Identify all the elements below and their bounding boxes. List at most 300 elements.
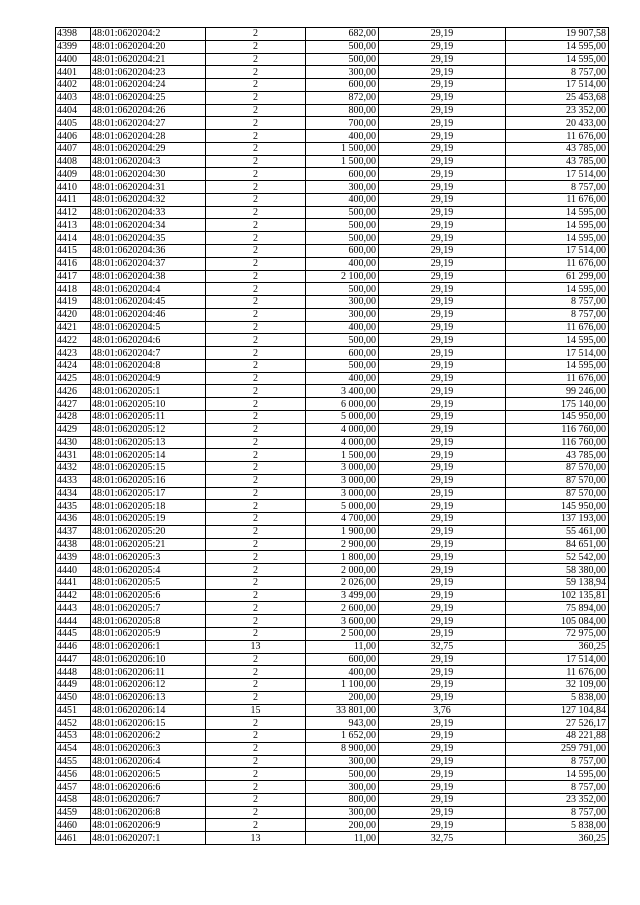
row-number-cell: 4415 [56, 245, 91, 258]
area-cell: 3 499,00 [306, 589, 379, 602]
category-cell: 2 [206, 564, 306, 577]
cadastral-number-cell: 48:01:0620206:11 [91, 666, 206, 679]
table-row [56, 91, 609, 104]
cadastral-number-cell: 48:01:0620204:7 [91, 347, 206, 360]
category-cell: 2 [206, 257, 306, 270]
table-body [56, 28, 609, 845]
row-number-cell: 4436 [56, 513, 91, 526]
value-cell: 87 570,00 [506, 474, 609, 487]
table-row [56, 53, 609, 66]
area-cell: 1 500,00 [306, 449, 379, 462]
area-cell: 500,00 [306, 53, 379, 66]
table-row [56, 66, 609, 79]
category-cell: 2 [206, 576, 306, 589]
row-number-cell: 4411 [56, 193, 91, 206]
row-number-cell: 4446 [56, 640, 91, 653]
value-cell: 11 676,00 [506, 666, 609, 679]
category-cell: 2 [206, 53, 306, 66]
row-number-cell: 4445 [56, 627, 91, 640]
value-cell: 58 380,00 [506, 564, 609, 577]
category-cell: 2 [206, 245, 306, 258]
category-cell: 2 [206, 206, 306, 219]
area-cell: 500,00 [306, 206, 379, 219]
cadastral-number-cell: 48:01:0620206:15 [91, 717, 206, 730]
rate-cell: 29,19 [379, 206, 506, 219]
table-row [56, 832, 609, 845]
rate-cell: 29,19 [379, 602, 506, 615]
category-cell: 2 [206, 168, 306, 181]
area-cell: 700,00 [306, 117, 379, 130]
rate-cell: 3,76 [379, 704, 506, 717]
table-row [56, 602, 609, 615]
table-row [56, 653, 609, 666]
area-cell: 682,00 [306, 28, 379, 41]
table-row [56, 589, 609, 602]
row-number-cell: 4426 [56, 385, 91, 398]
table-row [56, 564, 609, 577]
value-cell: 8 757,00 [506, 296, 609, 309]
row-number-cell: 4460 [56, 819, 91, 832]
area-cell: 300,00 [306, 181, 379, 194]
area-cell: 600,00 [306, 347, 379, 360]
area-cell: 400,00 [306, 321, 379, 334]
value-cell: 14 595,00 [506, 334, 609, 347]
area-cell: 600,00 [306, 79, 379, 92]
table-row [56, 819, 609, 832]
row-number-cell: 4409 [56, 168, 91, 181]
row-number-cell: 4440 [56, 564, 91, 577]
cadastral-number-cell: 48:01:0620205:12 [91, 423, 206, 436]
cadastral-number-cell: 48:01:0620206:6 [91, 781, 206, 794]
rate-cell: 29,19 [379, 449, 506, 462]
row-number-cell: 4407 [56, 142, 91, 155]
table-row [56, 270, 609, 283]
table-row [56, 28, 609, 41]
table-row [56, 793, 609, 806]
row-number-cell: 4451 [56, 704, 91, 717]
category-cell: 2 [206, 691, 306, 704]
category-cell: 2 [206, 679, 306, 692]
value-cell: 360,25 [506, 640, 609, 653]
table-row [56, 500, 609, 513]
area-cell: 2 600,00 [306, 602, 379, 615]
value-cell: 48 221,88 [506, 730, 609, 743]
rate-cell: 29,19 [379, 525, 506, 538]
rate-cell: 29,19 [379, 53, 506, 66]
cadastral-number-cell: 48:01:0620204:2 [91, 28, 206, 41]
rate-cell: 29,19 [379, 768, 506, 781]
table-row [56, 449, 609, 462]
value-cell: 14 595,00 [506, 359, 609, 372]
row-number-cell: 4435 [56, 500, 91, 513]
row-number-cell: 4401 [56, 66, 91, 79]
cadastral-number-cell: 48:01:0620205:20 [91, 525, 206, 538]
category-cell: 2 [206, 717, 306, 730]
area-cell: 11,00 [306, 640, 379, 653]
category-cell: 2 [206, 781, 306, 794]
rate-cell: 29,19 [379, 347, 506, 360]
rate-cell: 32,75 [379, 640, 506, 653]
area-cell: 2 100,00 [306, 270, 379, 283]
value-cell: 72 975,00 [506, 627, 609, 640]
table-row [56, 627, 609, 640]
category-cell: 2 [206, 615, 306, 628]
area-cell: 2 026,00 [306, 576, 379, 589]
area-cell: 2 500,00 [306, 627, 379, 640]
row-number-cell: 4459 [56, 806, 91, 819]
rate-cell: 29,19 [379, 385, 506, 398]
rate-cell: 29,19 [379, 462, 506, 475]
cadastral-number-cell: 48:01:0620204:3 [91, 155, 206, 168]
cadastral-number-cell: 48:01:0620205:6 [91, 589, 206, 602]
value-cell: 259 791,00 [506, 742, 609, 755]
table-row [56, 423, 609, 436]
value-cell: 32 109,00 [506, 679, 609, 692]
rate-cell: 29,19 [379, 551, 506, 564]
category-cell: 2 [206, 270, 306, 283]
row-number-cell: 4419 [56, 296, 91, 309]
rate-cell: 29,19 [379, 474, 506, 487]
category-cell: 2 [206, 91, 306, 104]
rate-cell: 29,19 [379, 513, 506, 526]
area-cell: 11,00 [306, 832, 379, 845]
table-row [56, 257, 609, 270]
value-cell: 8 757,00 [506, 66, 609, 79]
cadastral-number-cell: 48:01:0620205:14 [91, 449, 206, 462]
cadastral-number-cell: 48:01:0620205:9 [91, 627, 206, 640]
area-cell: 500,00 [306, 359, 379, 372]
category-cell: 13 [206, 640, 306, 653]
rate-cell: 29,19 [379, 755, 506, 768]
cadastral-number-cell: 48:01:0620205:8 [91, 615, 206, 628]
cadastral-number-cell: 48:01:0620205:1 [91, 385, 206, 398]
category-cell: 2 [206, 142, 306, 155]
category-cell: 2 [206, 219, 306, 232]
rate-cell: 29,19 [379, 576, 506, 589]
value-cell: 8 757,00 [506, 755, 609, 768]
value-cell: 8 757,00 [506, 806, 609, 819]
category-cell: 2 [206, 819, 306, 832]
rate-cell: 29,19 [379, 270, 506, 283]
cadastral-number-cell: 48:01:0620206:12 [91, 679, 206, 692]
value-cell: 5 838,00 [506, 819, 609, 832]
cadastral-number-cell: 48:01:0620204:36 [91, 245, 206, 258]
category-cell: 2 [206, 79, 306, 92]
table-row [56, 142, 609, 155]
area-cell: 3 000,00 [306, 487, 379, 500]
value-cell: 84 651,00 [506, 538, 609, 551]
row-number-cell: 4418 [56, 283, 91, 296]
value-cell: 43 785,00 [506, 142, 609, 155]
value-cell: 23 352,00 [506, 104, 609, 117]
table-row [56, 168, 609, 181]
table-row [56, 513, 609, 526]
row-number-cell: 4422 [56, 334, 91, 347]
area-cell: 200,00 [306, 691, 379, 704]
area-cell: 1 500,00 [306, 142, 379, 155]
rate-cell: 29,19 [379, 130, 506, 143]
value-cell: 127 104,84 [506, 704, 609, 717]
category-cell: 2 [206, 334, 306, 347]
category-cell: 2 [206, 513, 306, 526]
category-cell: 2 [206, 117, 306, 130]
row-number-cell: 4429 [56, 423, 91, 436]
value-cell: 27 526,17 [506, 717, 609, 730]
rate-cell: 29,19 [379, 28, 506, 41]
area-cell: 2 900,00 [306, 538, 379, 551]
value-cell: 61 299,00 [506, 270, 609, 283]
table-row [56, 666, 609, 679]
table-row [56, 334, 609, 347]
category-cell: 2 [206, 500, 306, 513]
table-row [56, 245, 609, 258]
area-cell: 4 000,00 [306, 436, 379, 449]
table-row [56, 79, 609, 92]
value-cell: 11 676,00 [506, 372, 609, 385]
row-number-cell: 4453 [56, 730, 91, 743]
rate-cell: 29,19 [379, 717, 506, 730]
row-number-cell: 4438 [56, 538, 91, 551]
value-cell: 360,25 [506, 832, 609, 845]
cadastral-number-cell: 48:01:0620204:29 [91, 142, 206, 155]
value-cell: 5 838,00 [506, 691, 609, 704]
row-number-cell: 4412 [56, 206, 91, 219]
cadastral-number-cell: 48:01:0620204:45 [91, 296, 206, 309]
value-cell: 14 595,00 [506, 53, 609, 66]
row-number-cell: 4430 [56, 436, 91, 449]
table-row [56, 155, 609, 168]
area-cell: 200,00 [306, 819, 379, 832]
value-cell: 17 514,00 [506, 653, 609, 666]
category-cell: 2 [206, 730, 306, 743]
row-number-cell: 4449 [56, 679, 91, 692]
rate-cell: 29,19 [379, 781, 506, 794]
table-row [56, 410, 609, 423]
cadastral-number-cell: 48:01:0620205:3 [91, 551, 206, 564]
area-cell: 300,00 [306, 755, 379, 768]
area-cell: 3 400,00 [306, 385, 379, 398]
category-cell: 2 [206, 385, 306, 398]
row-number-cell: 4458 [56, 793, 91, 806]
row-number-cell: 4405 [56, 117, 91, 130]
table-row [56, 768, 609, 781]
cadastral-number-cell: 48:01:0620204:32 [91, 193, 206, 206]
row-number-cell: 4434 [56, 487, 91, 500]
table-row [56, 742, 609, 755]
cadastral-number-cell: 48:01:0620205:5 [91, 576, 206, 589]
table-row [56, 755, 609, 768]
rate-cell: 29,19 [379, 142, 506, 155]
cadastral-number-cell: 48:01:0620207:1 [91, 832, 206, 845]
rate-cell: 29,19 [379, 487, 506, 500]
value-cell: 137 193,00 [506, 513, 609, 526]
area-cell: 500,00 [306, 219, 379, 232]
table-row [56, 104, 609, 117]
table-row [56, 436, 609, 449]
rate-cell: 29,19 [379, 691, 506, 704]
row-number-cell: 4431 [56, 449, 91, 462]
cadastral-number-cell: 48:01:0620204:4 [91, 283, 206, 296]
value-cell: 87 570,00 [506, 462, 609, 475]
cadastral-number-cell: 48:01:0620204:23 [91, 66, 206, 79]
area-cell: 500,00 [306, 40, 379, 53]
category-cell: 2 [206, 296, 306, 309]
area-cell: 400,00 [306, 193, 379, 206]
rate-cell: 29,19 [379, 245, 506, 258]
area-cell: 1 100,00 [306, 679, 379, 692]
cadastral-number-cell: 48:01:0620205:4 [91, 564, 206, 577]
cadastral-number-cell: 48:01:0620204:27 [91, 117, 206, 130]
row-number-cell: 4443 [56, 602, 91, 615]
value-cell: 87 570,00 [506, 487, 609, 500]
rate-cell: 29,19 [379, 117, 506, 130]
table-row [56, 576, 609, 589]
area-cell: 300,00 [306, 66, 379, 79]
category-cell: 2 [206, 423, 306, 436]
table-row [56, 806, 609, 819]
row-number-cell: 4428 [56, 410, 91, 423]
category-cell: 2 [206, 742, 306, 755]
row-number-cell: 4437 [56, 525, 91, 538]
row-number-cell: 4461 [56, 832, 91, 845]
value-cell: 145 950,00 [506, 500, 609, 513]
table-row [56, 730, 609, 743]
category-cell: 2 [206, 130, 306, 143]
category-cell: 2 [206, 347, 306, 360]
table-row [56, 538, 609, 551]
cadastral-number-cell: 48:01:0620205:16 [91, 474, 206, 487]
value-cell: 116 760,00 [506, 436, 609, 449]
cadastral-number-cell: 48:01:0620204:37 [91, 257, 206, 270]
rate-cell: 29,19 [379, 653, 506, 666]
category-cell: 2 [206, 666, 306, 679]
rate-cell: 29,19 [379, 666, 506, 679]
rate-cell: 29,19 [379, 40, 506, 53]
table-row [56, 704, 609, 717]
value-cell: 11 676,00 [506, 321, 609, 334]
cadastral-value-table [55, 27, 609, 845]
area-cell: 33 801,00 [306, 704, 379, 717]
table-row [56, 525, 609, 538]
rate-cell: 29,19 [379, 627, 506, 640]
category-cell: 2 [206, 40, 306, 53]
row-number-cell: 4417 [56, 270, 91, 283]
rate-cell: 29,19 [379, 564, 506, 577]
category-cell: 2 [206, 653, 306, 666]
area-cell: 500,00 [306, 334, 379, 347]
value-cell: 17 514,00 [506, 79, 609, 92]
value-cell: 145 950,00 [506, 410, 609, 423]
category-cell: 2 [206, 308, 306, 321]
area-cell: 4 700,00 [306, 513, 379, 526]
rate-cell: 29,19 [379, 436, 506, 449]
value-cell: 23 352,00 [506, 793, 609, 806]
rate-cell: 29,19 [379, 257, 506, 270]
rate-cell: 29,19 [379, 334, 506, 347]
row-number-cell: 4432 [56, 462, 91, 475]
rate-cell: 29,19 [379, 538, 506, 551]
row-number-cell: 4457 [56, 781, 91, 794]
area-cell: 300,00 [306, 296, 379, 309]
area-cell: 800,00 [306, 793, 379, 806]
rate-cell: 29,19 [379, 819, 506, 832]
row-number-cell: 4424 [56, 359, 91, 372]
cadastral-number-cell: 48:01:0620206:8 [91, 806, 206, 819]
table-row [56, 398, 609, 411]
area-cell: 400,00 [306, 130, 379, 143]
rate-cell: 29,19 [379, 193, 506, 206]
value-cell: 8 757,00 [506, 308, 609, 321]
row-number-cell: 4455 [56, 755, 91, 768]
row-number-cell: 4423 [56, 347, 91, 360]
table-row [56, 130, 609, 143]
rate-cell: 29,19 [379, 91, 506, 104]
row-number-cell: 4442 [56, 589, 91, 602]
value-cell: 17 514,00 [506, 168, 609, 181]
area-cell: 5 000,00 [306, 500, 379, 513]
cadastral-number-cell: 48:01:0620205:18 [91, 500, 206, 513]
value-cell: 8 757,00 [506, 781, 609, 794]
value-cell: 14 595,00 [506, 768, 609, 781]
row-number-cell: 4425 [56, 372, 91, 385]
cadastral-number-cell: 48:01:0620204:38 [91, 270, 206, 283]
table-row [56, 551, 609, 564]
table-row [56, 296, 609, 309]
cadastral-number-cell: 48:01:0620205:19 [91, 513, 206, 526]
area-cell: 600,00 [306, 168, 379, 181]
table-row [56, 117, 609, 130]
table-row [56, 206, 609, 219]
rate-cell: 29,19 [379, 155, 506, 168]
table-row [56, 717, 609, 730]
area-cell: 6 000,00 [306, 398, 379, 411]
area-cell: 872,00 [306, 91, 379, 104]
value-cell: 14 595,00 [506, 40, 609, 53]
area-cell: 1 900,00 [306, 525, 379, 538]
category-cell: 2 [206, 232, 306, 245]
category-cell: 2 [206, 806, 306, 819]
category-cell: 2 [206, 768, 306, 781]
category-cell: 2 [206, 321, 306, 334]
cadastral-number-cell: 48:01:0620204:31 [91, 181, 206, 194]
category-cell: 2 [206, 538, 306, 551]
area-cell: 500,00 [306, 232, 379, 245]
value-cell: 43 785,00 [506, 449, 609, 462]
cadastral-number-cell: 48:01:0620204:30 [91, 168, 206, 181]
rate-cell: 29,19 [379, 232, 506, 245]
rate-cell: 29,19 [379, 398, 506, 411]
category-cell: 2 [206, 602, 306, 615]
cadastral-number-cell: 48:01:0620205:7 [91, 602, 206, 615]
value-cell: 20 433,00 [506, 117, 609, 130]
table-row [56, 232, 609, 245]
area-cell: 400,00 [306, 257, 379, 270]
rate-cell: 29,19 [379, 104, 506, 117]
cadastral-number-cell: 48:01:0620204:20 [91, 40, 206, 53]
table-row [56, 781, 609, 794]
table-row [56, 385, 609, 398]
cadastral-number-cell: 48:01:0620206:9 [91, 819, 206, 832]
rate-cell: 32,75 [379, 832, 506, 845]
value-cell: 11 676,00 [506, 193, 609, 206]
rate-cell: 29,19 [379, 679, 506, 692]
rate-cell: 29,19 [379, 296, 506, 309]
category-cell: 2 [206, 193, 306, 206]
row-number-cell: 4398 [56, 28, 91, 41]
cadastral-number-cell: 48:01:0620204:6 [91, 334, 206, 347]
cadastral-number-cell: 48:01:0620205:11 [91, 410, 206, 423]
category-cell: 2 [206, 66, 306, 79]
